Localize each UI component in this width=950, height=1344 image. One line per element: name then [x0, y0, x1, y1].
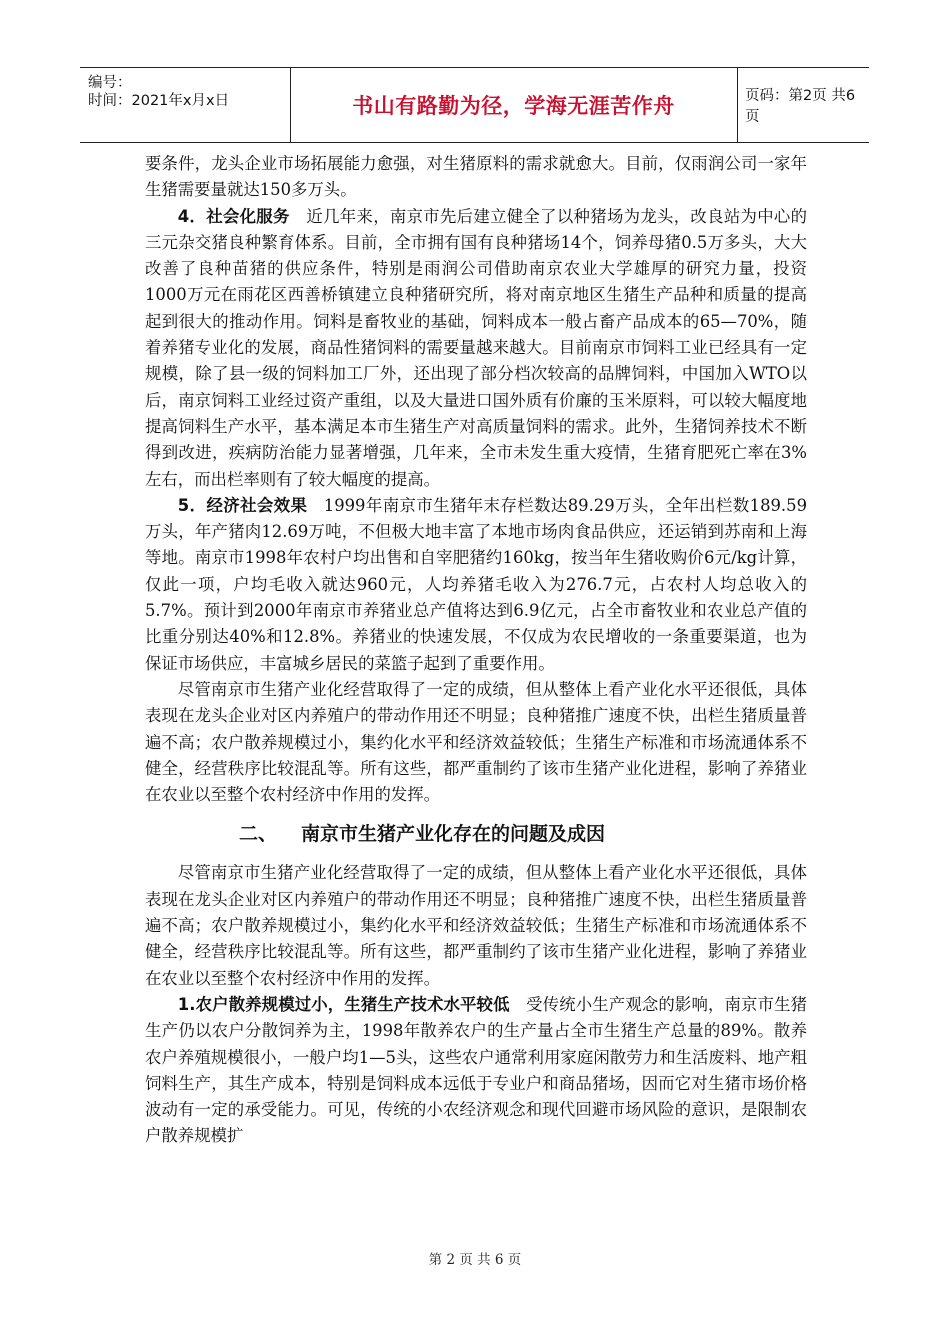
page-footer: 第 2 页 共 6 页: [428, 1252, 522, 1268]
header-meta-cell: [80, 68, 291, 142]
paragraph-body: 近几年来，南京市先后建立健全了以种猪场为龙头，改良站为中心的三元杂交猪良种繁育体系。目前，全市拥有国有良种猪场14个，饲养母猪0.5万多头，大大改善了良种苗猪的供应条件，特别是雨润公司借助南京农业大学雄厚的研究力量，投资1000万元在雨花区西善桥镇建立良种猪研究所，将对南京地区生猪生产品种和质量的提高起到很大的推动作用。饲料是畜牧业的基础，饲料成本一般占畜产品成本的65—70%，随着养猪专业化的发展，商品性猪饲料的需要量越来越大。目前南京市饲料工业已经具有一定规模，除了县一级的饲料加工厂外，还出现了部分档次较高的品牌饲料，中国加入WTO以后，南京饲料工业经过资产重组，以及大量进口国外质有价廉的玉米原料，可以较大幅度地提高饲料生产水平，基本满足本市生猪生产对高质量饲料的需求。此外，生猪饲养技术不断得到改进，疾病防治能力显著增强，几年来，全市未发生重大疫情，生猪育肥死亡率在3%左右，而出栏率则有了较大幅度的提高。: [145, 206, 808, 489]
heading-text: 南京市生猪产业化存在的问题及成因: [301, 823, 606, 846]
header-motto-cell: [290, 68, 738, 142]
section-title-small-scale: 1.农户散养规模过小，生猪生产技术水平较低: [177, 994, 510, 1014]
section-heading-problems: [239, 820, 807, 848]
paragraph-social-service: [145, 204, 807, 493]
heading-number: 二、: [239, 823, 278, 846]
header-table: [80, 67, 869, 143]
page-label: 页码：第2页 共6页: [745, 88, 856, 125]
paragraph-small-scale: [145, 992, 807, 1150]
section-title-economic-effect: 5．经济社会效果: [177, 495, 308, 515]
section-title-social-service: 4．社会化服务: [177, 206, 290, 226]
paragraph-economic-effect: [145, 493, 807, 677]
paragraph-problems-intro: 尽管南京市生猪产业化经营取得了一定的成绩，但从整体上看产业化水平还很低，具体表现在龙头企业对区内养殖户的带动作用还不明显；良种猪推广速度不快，出栏生猪质量普遍不高；农户散养规模过小，集约化水平和经济效益较低；生猪生产标准和市场流通体系不健全，经营秩序比较混乱等。所有这些，都严重制约了该市生猪产业化进程，影响了养猪业在农业以至整个农村经济中作用的发挥。: [145, 863, 807, 988]
number-label: 编号：: [88, 75, 132, 91]
paragraph-body: 1999年南京市生猪年末存栏数达89.29万头，全年出栏数189.59万头，年产猪肉12.69万吨，不但极大地丰富了本地市场肉食品供应，还运销到苏南和上海等地。南京市1998年农村户均出售和自宰肥猪约160kg，按当年生猪收购价6元/kg计算，仅此一项，户均毛收入就达960元，人均养猪毛收入为276.7元，占农村人均总收入的5.7%。预计到2000年南京市养猪业总产值将达到6.9亿元，占全市畜牧业和农业总产值的比重分别达40%和12.8%。养猪业的快速发展，不仅成为农民增收的一条重要渠道，也为保证市场供应，丰富城乡居民的菜篮子起到了重要作用。: [145, 495, 807, 673]
header-page-cell: [737, 68, 869, 142]
paragraph-summary: 尽管南京市生猪产业化经营取得了一定的成绩，但从整体上看产业化水平还很低，具体表现在龙头企业对区内养殖户的带动作用还不明显；良种猪推广速度不快，出栏生猪质量普遍不高；农户散养规模过小，集约化水平和经济效益较低；生猪生产标准和市场流通体系不健全，经营秩序比较混乱等。所有这些，都严重制约了该市生猪产业化进程，影响了养猪业在农业以至整个农村经济中作用的发挥。: [145, 679, 807, 805]
document-body: [145, 151, 807, 1150]
paragraph-continuation: 要条件，龙头企业市场拓展能力愈强，对生猪原料的需求就愈大。目前，仅雨润公司一家年生猪需要量就达150多万头。: [145, 154, 807, 200]
motto-text: 书山有路勤为径，学海无涯苦作舟: [352, 94, 675, 118]
time-label: 时间：2021年x月x日: [88, 93, 230, 109]
paragraph-body: 受传统小生产观念的影响，南京市生猪生产仍以农户分散饲养为主，1998年散养农户的生产量占全市生猪生产总量的89%。散养农户养殖规模很小，一般户均1—5头，这些农户通常利用家庭闲散劳力和生活废料、地产粗饲料生产，其生产成本，特别是饲料成本远低于专业户和商品猪场，因而它对生猪市场价格波动有一定的承受能力。可见，传统的小农经济观念和现代回避市场风险的意识，是限制农户散养规模扩: [145, 994, 808, 1146]
